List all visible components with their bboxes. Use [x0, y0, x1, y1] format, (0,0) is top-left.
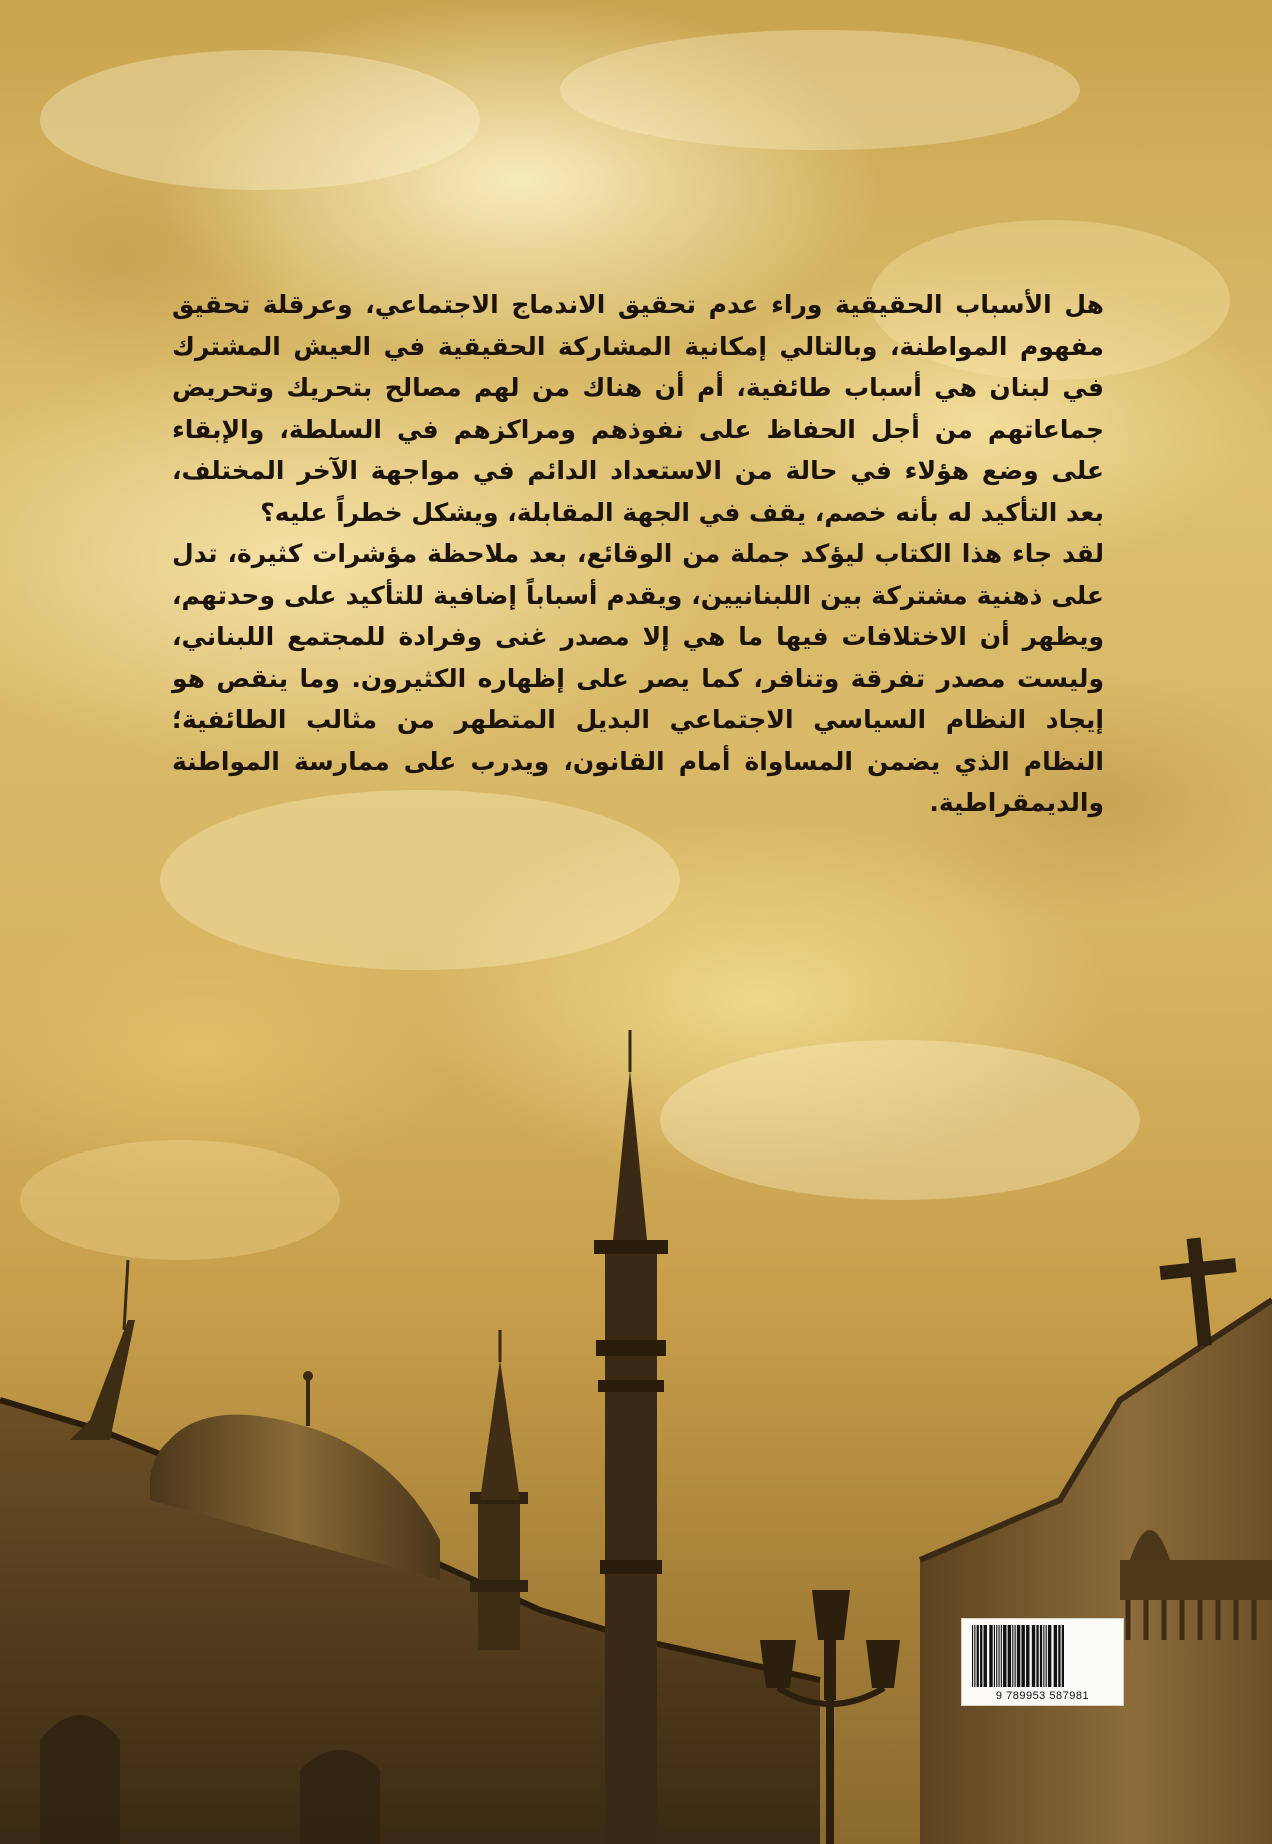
- barcode-bar: [972, 1625, 973, 1687]
- barcode-bar: [1008, 1625, 1011, 1687]
- barcode-bar: [1054, 1625, 1057, 1687]
- barcode-bar: [984, 1625, 987, 1687]
- barcode-bar: [996, 1625, 997, 1687]
- barcode-bar: [1003, 1625, 1006, 1687]
- barcode-bar: [1001, 1625, 1002, 1687]
- barcode-bar: [980, 1625, 982, 1687]
- barcode-bar: [1017, 1625, 1020, 1687]
- back-cover-blurb: [172, 284, 1104, 824]
- blurb-paragraph-2: لقد جاء هذا الكتاب ليؤكد جملة من الوقائع، بعد ملاحظة مؤشرات كثيرة، تدل على ذهنية مشتركة بين اللبنانيين، ويقدم أسباباً إضافية للتأكيد على وحدتهم، ويظهر أن الاختلافات فيها ما هي إلا مصدر غنى وفرادة للمجتمع اللبناني، وليست مصدر تفرقة وتنافر، كما يصر على إظهاره الكثيرون. وما ينقص هو إيجاد النظام السياسي الاجتماعي البديل المتطهر من مثالب الطائفية؛ النظام الذي يضمن المساواة أمام القانون، ويدرب على ممارسة المواطنة والديمقراطية.: [172, 539, 1104, 817]
- barcode-bars: [970, 1625, 1115, 1687]
- small-minaret: [470, 1330, 528, 1650]
- barcode-bar: [1048, 1625, 1051, 1687]
- barcode-bar: [977, 1625, 979, 1687]
- barcode-bar: [1021, 1625, 1024, 1687]
- tall-minaret: [594, 1030, 668, 1844]
- barcode-bar: [1046, 1625, 1047, 1687]
- isbn-barcode: [961, 1618, 1124, 1706]
- barcode-bar: [989, 1625, 992, 1687]
- barcode-bar: [1043, 1625, 1044, 1687]
- mosque-wall: [0, 1400, 820, 1844]
- barcode-bar: [1062, 1625, 1064, 1687]
- blurb-paragraph-1: هل الأسباب الحقيقية وراء عدم تحقيق الاندماج الاجتماعي، وعرقلة تحقيق مفهوم المواطنة، وبالتالي إمكانية المشاركة الحقيقية في العيش المشترك في لبنان هي أسباب طائفية، أم أن هناك من لهم مصالح بتحريك وتحريض جماعاتهم من أجل الحفاظ على نفوذهم ومراكزهم في السلطة، والإبقاء على وضع هؤلاء في حالة من الاستعداد الدائم في مواجهة الآخر المختلف، بعد التأكيد له بأنه خصم، يقف في الجهة المقابلة، ويشكل خطراً عليه؟: [172, 290, 1104, 527]
- barcode-bar: [1036, 1625, 1038, 1687]
- barcode-bar: [1058, 1625, 1060, 1687]
- barcode-bar: [1032, 1625, 1035, 1687]
- barcode-bar: [974, 1625, 975, 1687]
- barcode-bar: [1012, 1625, 1013, 1687]
- barcode-bar: [994, 1625, 995, 1687]
- barcode-bar: [1015, 1625, 1016, 1687]
- barcode-bar: [1040, 1625, 1042, 1687]
- barcode-bar: [998, 1625, 999, 1687]
- barcode-bar: [1026, 1625, 1029, 1687]
- isbn-number: 9 789953 587981: [995, 1690, 1090, 1702]
- left-minaret: [70, 1260, 135, 1440]
- church-building: [920, 1300, 1272, 1844]
